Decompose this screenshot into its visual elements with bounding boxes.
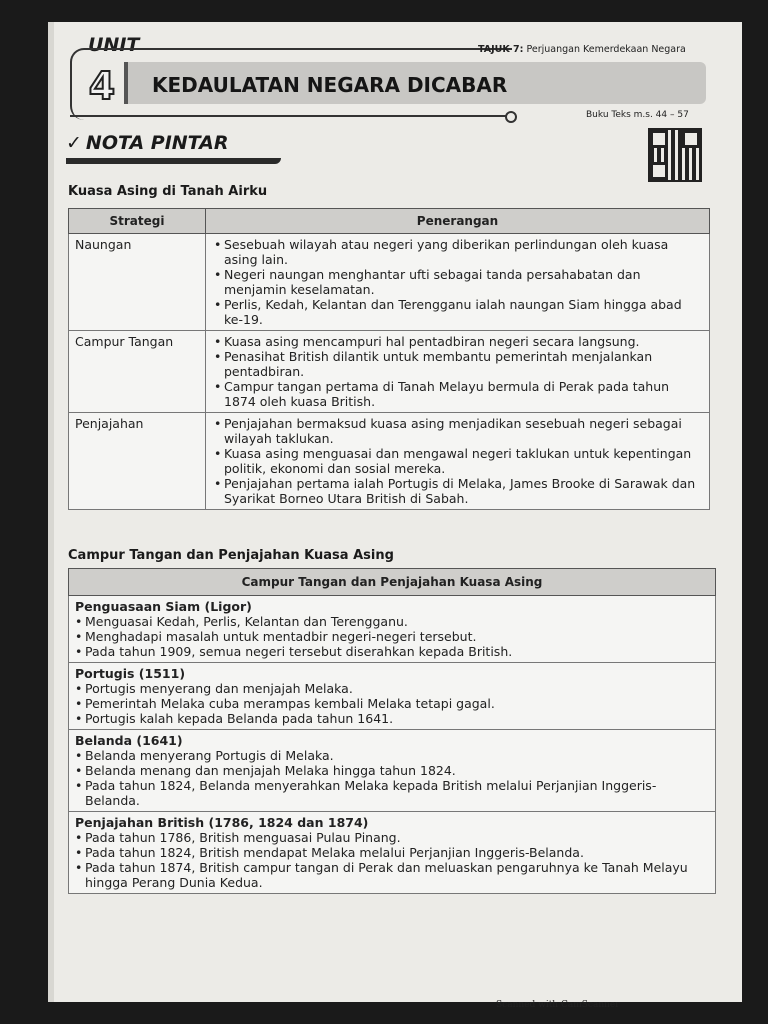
list-item: • Kuasa asing mencampuri hal pentadbiran negeri secara langsung. [224, 334, 703, 349]
nota-underline [66, 158, 281, 164]
section-heading-campur-tangan: Campur Tangan dan Penjajahan Kuasa Asing [68, 548, 394, 563]
list-item: • Portugis kalah kepada Belanda pada tahun 1641. [85, 711, 709, 726]
qr-finder [650, 162, 668, 180]
strategy-name: Penjajahan [69, 413, 206, 510]
scanner-watermark: Scanned with CamScanner [496, 1000, 620, 1010]
list-item: • Belanda menang dan menjajah Melaka hingga tahun 1824. [85, 763, 709, 778]
topic-line [478, 44, 686, 55]
list-item: • Belanda menyerang Portugis di Melaka. [85, 748, 709, 763]
list-item: • Penjajahan pertama ialah Portugis di Melaka, James Brooke di Sarawak dan Syarikat Borneo Utara British di Sabah. [224, 476, 703, 506]
list-item: • Sesebuah wilayah atau negeri yang diberikan perlindungan oleh kuasa asing lain. [224, 237, 703, 267]
list-item: • Pada tahun 1909, semua negeri tersebut diserahkan kepada British. [85, 644, 709, 659]
header-rule [70, 115, 510, 117]
strategy-table [68, 208, 710, 510]
table-header-row [69, 209, 710, 234]
topic-label: TAJUK 7: [478, 44, 524, 55]
table-row [69, 663, 716, 730]
strategy-name: Campur Tangan [69, 331, 206, 413]
power-title: Penjajahan British (1786, 1824 dan 1874) [75, 815, 369, 830]
table-row [69, 234, 710, 331]
power-block [69, 730, 716, 812]
strategy-description [206, 413, 710, 510]
table-header-row [69, 569, 716, 596]
strategy-name: Naungan [69, 234, 206, 331]
list-item: • Penasihat British dilantik untuk membantu pemerintah menjalankan pentadbiran. [224, 349, 703, 379]
nota-pintar-label: NOTA PINTAR [85, 132, 229, 154]
list-item: • Kuasa asing menguasai dan mengawal negeri taklukan untuk kepentingan politik, ekonomi dan sosial mereka. [224, 446, 703, 476]
qr-finder [650, 130, 668, 148]
list-item: • Campur tangan pertama di Tanah Melayu bermula di Perak pada tahun 1874 oleh kuasa British. [224, 379, 703, 409]
list-item: • Pada tahun 1824, Belanda menyerahkan Melaka kepada British melalui Perjanjian Inggeris-Belanda. [85, 778, 709, 808]
table-row [69, 812, 716, 894]
nota-pintar-heading [66, 132, 229, 154]
page-binding [48, 22, 54, 1002]
power-title: Penguasaan Siam (Ligor) [75, 599, 252, 614]
list-item: • Pada tahun 1786, British menguasai Pulau Pinang. [85, 830, 709, 845]
power-block [69, 663, 716, 730]
header-rule-dot [505, 111, 517, 123]
list-item: • Menghadapi masalah untuk mentadbir negeri-negeri tersebut. [85, 629, 709, 644]
table-row [69, 730, 716, 812]
list-item: • Pada tahun 1824, British mendapat Melaka melalui Perjanjian Inggeris-Belanda. [85, 845, 709, 860]
list-item: • Pada tahun 1874, British campur tangan di Perak dan meluaskan pengaruhnya ke Tanah Melayu hingga Perang Dunia Kedua. [85, 860, 709, 890]
table-row [69, 596, 716, 663]
list-item: • Perlis, Kedah, Kelantan dan Terengganu ialah naungan Siam hingga abad ke-19. [224, 297, 703, 327]
topic-text: Perjuangan Kemerdekaan Negara [526, 44, 686, 55]
column-header-strategi: Strategi [69, 209, 206, 234]
list-item: • Penjajahan bermaksud kuasa asing menjadikan sesebuah negeri sebagai wilayah taklukan. [224, 416, 703, 446]
check-icon: ✓ [66, 132, 82, 154]
power-title: Portugis (1511) [75, 666, 186, 681]
unit-title: KEDAULATAN NEGARA DICABAR [152, 73, 508, 97]
unit-label: UNIT [88, 34, 140, 56]
section-heading-kuasa-asing: Kuasa Asing di Tanah Airku [68, 184, 268, 199]
strategy-description [206, 234, 710, 331]
list-item: • Pemerintah Melaka cuba merampas kembali Melaka tetapi gagal. [85, 696, 709, 711]
unit-number: 4 [88, 64, 116, 108]
textbook-reference: Buku Teks m.s. 44 – 57 [586, 110, 689, 120]
colonial-powers-table [68, 568, 716, 894]
list-item: • Menguasai Kedah, Perlis, Kelantan dan Terengganu. [85, 614, 709, 629]
qr-finder [682, 130, 700, 148]
qr-code-icon[interactable] [648, 128, 702, 182]
strategy-description [206, 331, 710, 413]
column-header-penerangan: Penerangan [206, 209, 710, 234]
power-block [69, 812, 716, 894]
table-row [69, 413, 710, 510]
list-item: • Portugis menyerang dan menjajah Melaka. [85, 681, 709, 696]
table-row [69, 331, 710, 413]
power-title: Belanda (1641) [75, 733, 183, 748]
table-title: Campur Tangan dan Penjajahan Kuasa Asing [69, 569, 716, 596]
power-block [69, 596, 716, 663]
list-item: • Negeri naungan menghantar ufti sebagai tanda persahabatan dan menjamin keselamatan. [224, 267, 703, 297]
